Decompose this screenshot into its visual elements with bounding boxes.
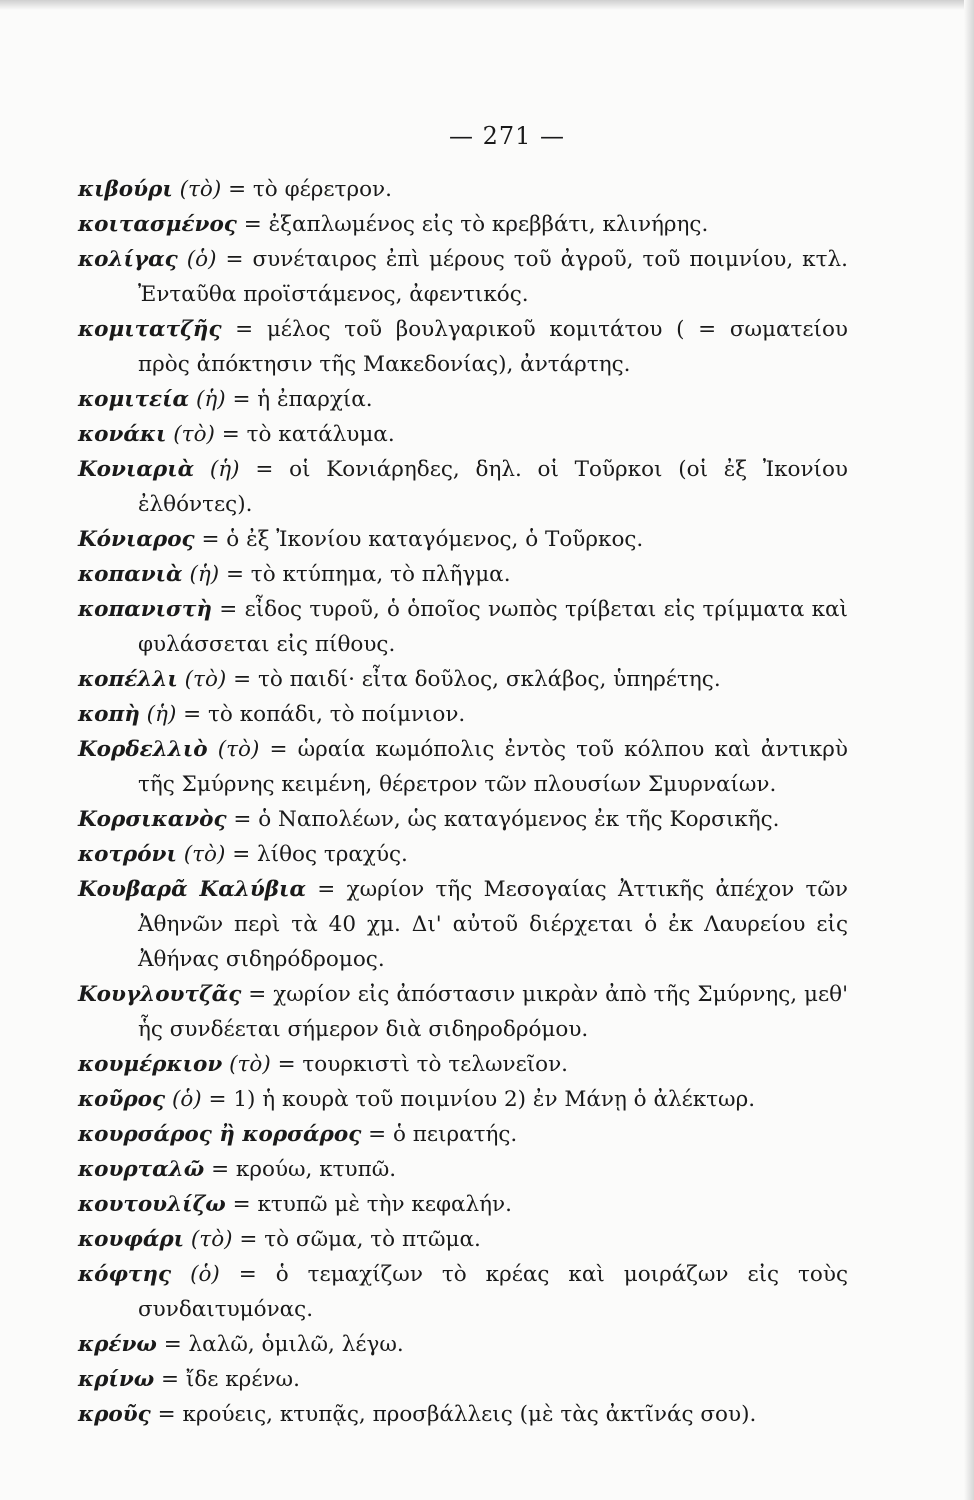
- glossary-entry: [78, 1222, 848, 1257]
- glossary-entry: [78, 872, 848, 977]
- glossary-entry: [78, 697, 848, 732]
- glossary-entry: [78, 1327, 848, 1362]
- entry-definition: = ἡ ἐπαρχία.: [225, 387, 373, 412]
- entry-definition: = ὁ Ναπολέων, ὡς καταγόμενος ἐκ τῆς Κορσικῆς.: [226, 807, 780, 832]
- entry-grammar: (τὸ): [173, 422, 215, 447]
- entry-definition: = εἶδος τυροῦ, ὁ ὁποῖος νωπὸς τρίβεται εἰς τρίμματα καὶ φυλάσσεται εἰς πίθους.: [138, 597, 848, 657]
- glossary-entry: [78, 1082, 848, 1117]
- glossary-entry: [78, 1257, 848, 1327]
- entry-definition: = ὁ ἐξ Ἰκονίου καταγόμενος, ὁ Τοῦρκος.: [194, 527, 644, 552]
- entry-headword: κοπανιστὴ: [78, 597, 213, 622]
- entry-grammar: (τὸ): [183, 842, 226, 867]
- entry-definition: = τὸ σῶμα, τὸ πτῶμα.: [232, 1227, 481, 1252]
- entry-headword: κουμέρκιον: [78, 1052, 223, 1077]
- entry-grammar: (τὸ): [217, 737, 260, 762]
- entry-grammar: (ἡ): [146, 702, 177, 727]
- entry-grammar: (τὸ): [229, 1052, 271, 1077]
- entry-definition: = κρούω, κτυπῶ.: [204, 1157, 397, 1182]
- glossary-entry: [78, 1187, 848, 1222]
- glossary-entry: [78, 207, 848, 242]
- entry-headword: κόφτης: [78, 1262, 172, 1287]
- entry-definition: = συνέταιρος ἐπὶ μέρους τοῦ ἀγροῦ, τοῦ ποιμνίου, κτλ. Ἐνταῦθα προϊστάμενος, ἀφεντικός.: [138, 247, 848, 307]
- entry-headword: Κουβαρᾶ Καλύβια: [78, 877, 306, 902]
- glossary-entry: [78, 662, 848, 697]
- glossary-entry: [78, 592, 848, 662]
- glossary-entry: [78, 522, 848, 557]
- entry-definition: = τὸ φέρετρον.: [221, 177, 392, 202]
- entry-definition: = λαλῶ, ὁμιλῶ, λέγω.: [156, 1332, 404, 1357]
- entry-grammar: (ἡ): [189, 562, 220, 587]
- glossary-entry: [78, 452, 848, 522]
- entry-headword: κοῦρος: [78, 1087, 166, 1112]
- entry-definition: = ὡραία κωμόπολις ἐντὸς τοῦ κόλπου καὶ ἀντικρὺ τῆς Σμύρνης κειμένη, θέρετρον τῶν πλουσίων Σμυρναίων.: [138, 737, 848, 797]
- page-number: — 271 —: [448, 122, 566, 150]
- entry-headword: Κορσικανὸς: [78, 807, 227, 832]
- glossary-entry: [78, 242, 848, 312]
- entry-definition: = τὸ κοπάδι, τὸ ποίμνιον.: [176, 702, 466, 727]
- entry-headword: κουρταλῶ: [78, 1157, 205, 1182]
- glossary-entry: [78, 417, 848, 452]
- entry-headword: κοπανιὰ: [78, 562, 183, 587]
- entry-headword: κουρσάρος ἢ κορσάρος: [78, 1122, 362, 1147]
- entry-definition: = ὁ τεμαχίζων τὸ κρέας καὶ μοιράζων εἰς τοὺς συνδαιτυμόνας.: [138, 1262, 848, 1322]
- entry-definition: = κρούεις, κτυπᾷς, προσβάλλεις (μὲ τὰς ἀκτῖνάς σου).: [150, 1402, 757, 1427]
- entry-definition: = τουρκιστὶ τὸ τελωνεῖον.: [270, 1052, 569, 1077]
- page-top-edge: [0, 0, 974, 10]
- entry-headword: Κονιαριὰ: [78, 457, 195, 482]
- entry-headword: κρίνω: [78, 1367, 155, 1392]
- entry-headword: κολίγας: [78, 247, 178, 272]
- glossary-entry: [78, 1362, 848, 1397]
- entry-grammar: (τὸ): [179, 177, 222, 202]
- entry-definition: = 1) ἡ κουρὰ τοῦ ποιμνίου 2) ἐν Μάνῃ ὁ ἀλέκτωρ.: [201, 1087, 756, 1112]
- entry-headword: κοτρόνι: [78, 842, 177, 867]
- glossary-entry: [78, 172, 848, 207]
- entry-headword: Κόνιαρος: [78, 527, 195, 552]
- glossary-entry: [78, 312, 848, 382]
- entry-headword: κοπὴ: [78, 702, 140, 727]
- entry-definition: = λίθος τραχύς.: [225, 842, 408, 867]
- entry-definition: = κτυπῶ μὲ τὴν κεφαλήν.: [225, 1192, 512, 1217]
- entry-definition: = ἴδε κρένω.: [154, 1367, 300, 1392]
- glossary-entry: [78, 557, 848, 592]
- glossary-entry: [78, 837, 848, 872]
- entry-definition: = χωρίον εἰς ἀπόστασιν μικρὰν ἀπὸ τῆς Σμύρνης, μεθ' ἧς συνδέεται σήμερον διὰ σιδηροδρόμου.: [138, 982, 848, 1042]
- glossary-entry: [78, 802, 848, 837]
- entry-grammar: (ὁ): [171, 1087, 202, 1112]
- entry-definition: = τὸ κτύπημα, τὸ πλῆγμα.: [219, 562, 511, 587]
- entry-definition: = οἱ Κονιάρηδες, δηλ. οἱ Τοῦρκοι (οἱ ἐξ Ἰκονίου ἐλθόντες).: [138, 457, 848, 517]
- glossary-entry: [78, 1152, 848, 1187]
- entry-headword: κομιτεία: [78, 387, 190, 412]
- entry-headword: κουτουλίζω: [78, 1192, 226, 1217]
- entry-grammar: (ἡ): [195, 387, 226, 412]
- entry-headword: κιβούρι: [78, 177, 173, 202]
- entry-headword: Κορδελλιὸ: [78, 737, 208, 762]
- glossary-entry: [78, 1117, 848, 1152]
- glossary-entry: [78, 977, 848, 1047]
- entry-definition: = τὸ παιδί· εἶτα δοῦλος, σκλάβος, ὑπηρέτης.: [226, 667, 721, 692]
- glossary-entry: [78, 1047, 848, 1082]
- entry-headword: κοπέλλι: [78, 667, 178, 692]
- entry-headword: κρένω: [78, 1332, 157, 1357]
- entry-headword: κομιτατζῆς: [78, 317, 222, 342]
- entry-definition: = ἐξαπλωμένος εἰς τὸ κρεββάτι, κλινήρης.: [236, 212, 709, 237]
- entry-grammar: (ὁ): [186, 247, 217, 272]
- page-right-edge: [964, 0, 974, 1500]
- entry-headword: κοιτασμένος: [78, 212, 237, 237]
- glossary-entry: [78, 732, 848, 802]
- entry-definition: = ὁ πειρατής.: [361, 1122, 518, 1147]
- entry-headword: Κουγλουτζᾶς: [78, 982, 242, 1007]
- entry-headword: κροῦς: [78, 1402, 151, 1427]
- entry-grammar: (τὸ): [184, 667, 227, 692]
- entry-grammar: (ἡ): [209, 457, 240, 482]
- glossary-entry: [78, 382, 848, 417]
- entry-grammar: (ὁ): [190, 1262, 220, 1287]
- glossary-entries: [78, 172, 848, 1432]
- entry-grammar: (τὸ): [190, 1227, 233, 1252]
- entry-definition: = τὸ κατάλυμα.: [214, 422, 395, 447]
- glossary-entry: [78, 1397, 848, 1432]
- entry-headword: κονάκι: [78, 422, 167, 447]
- entry-definition: = χωρίον τῆς Μεσογαίας Ἀττικῆς ἀπέχον τῶν Ἀθηνῶν περὶ τὰ 40 χμ. Δι' αὐτοῦ διέρχεται ὁ ἐκ Λαυρείου εἰς Ἀθήνας σιδηρόδρομος.: [138, 877, 848, 972]
- entry-headword: κουφάρι: [78, 1227, 185, 1252]
- entry-definition: = μέλος τοῦ βουλγαρικοῦ κομιτάτου ( = σωματείου πρὸς ἀπόκτησιν τῆς Μακεδονίας), ἀντάρτης.: [138, 317, 848, 377]
